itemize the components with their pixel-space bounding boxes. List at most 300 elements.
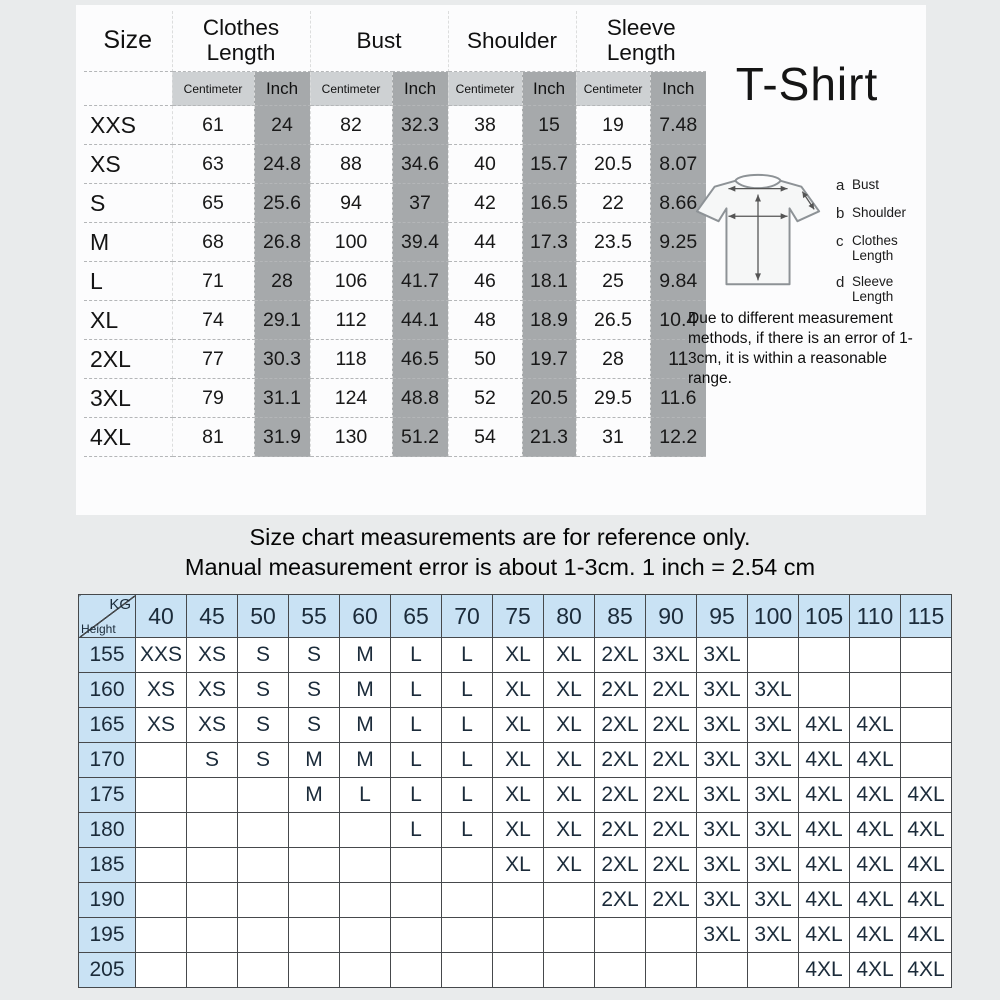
cm-value: 65 (172, 184, 254, 223)
fit-size-cell: L (391, 708, 442, 743)
weight-header: 50 (238, 595, 289, 638)
fit-size-cell: XL (544, 743, 595, 778)
fit-size-cell: 2XL (595, 638, 646, 673)
fit-size-cell (238, 848, 289, 883)
fit-size-cell: XL (544, 778, 595, 813)
fit-size-cell: 3XL (748, 813, 799, 848)
cm-value: 44 (448, 223, 522, 262)
measure-name: Bust (852, 177, 880, 192)
fit-size-cell (136, 743, 187, 778)
fit-size-cell: 4XL (850, 953, 901, 988)
cm-value: 48 (448, 301, 522, 340)
fit-size-cell: L (442, 638, 493, 673)
header-sleeve-length: Sleeve Length (576, 11, 706, 72)
cm-value: 106 (310, 262, 392, 301)
fit-size-cell (442, 883, 493, 918)
cm-value: 63 (172, 145, 254, 184)
fit-size-cell: 2XL (646, 813, 697, 848)
weight-header: 70 (442, 595, 493, 638)
inch-value: 41.7 (392, 262, 448, 301)
height-value: 175 (79, 778, 136, 813)
fit-size-cell: 4XL (901, 953, 952, 988)
fit-size-cell: 4XL (850, 778, 901, 813)
size-row (84, 106, 706, 145)
fit-size-cell (289, 953, 340, 988)
fit-size-cell: 3XL (697, 883, 748, 918)
fit-size-cell: XL (493, 848, 544, 883)
measure-label-row (836, 177, 916, 194)
weight-header: 95 (697, 595, 748, 638)
fit-size-cell: 4XL (850, 708, 901, 743)
cm-value: 82 (310, 106, 392, 145)
fit-size-cell: 4XL (799, 813, 850, 848)
fit-size-cell (901, 638, 952, 673)
fit-row (79, 848, 952, 883)
size-chart-panel (76, 5, 926, 515)
fit-size-cell: 3XL (748, 883, 799, 918)
fit-size-cell (646, 953, 697, 988)
fit-size-cell: L (442, 708, 493, 743)
size-table-header-row (84, 11, 706, 72)
cm-value: 77 (172, 340, 254, 379)
fit-size-cell: XS (187, 708, 238, 743)
measure-name: Shoulder (852, 205, 907, 220)
measure-letter: b (836, 205, 845, 222)
fit-size-cell (544, 918, 595, 953)
inch-value: 31.1 (254, 379, 310, 418)
fit-size-cell: 4XL (799, 883, 850, 918)
fit-size-cell (340, 953, 391, 988)
fit-size-cell: 2XL (646, 778, 697, 813)
cm-value: 79 (172, 379, 254, 418)
inch-value: 17.3 (522, 223, 576, 262)
inch-value: 20.5 (522, 379, 576, 418)
weight-header: 65 (391, 595, 442, 638)
fit-size-cell: 3XL (748, 673, 799, 708)
measure-label-row (836, 205, 916, 222)
fit-size-cell: 3XL (697, 918, 748, 953)
fit-size-cell: S (289, 673, 340, 708)
fit-row (79, 638, 952, 673)
fit-size-cell (391, 953, 442, 988)
cm-value: 68 (172, 223, 254, 262)
fit-size-cell (238, 778, 289, 813)
fit-size-cell (901, 743, 952, 778)
fit-size-cell: XS (136, 708, 187, 743)
fit-size-cell: XS (187, 673, 238, 708)
fit-size-cell: 2XL (595, 848, 646, 883)
weight-header: 110 (850, 595, 901, 638)
cm-value: 52 (448, 379, 522, 418)
fit-size-cell: L (391, 638, 442, 673)
header-size: Size (84, 11, 172, 72)
inch-value: 28 (254, 262, 310, 301)
fit-size-cell (187, 883, 238, 918)
fit-size-cell: 3XL (697, 638, 748, 673)
fit-size-cell: 2XL (595, 778, 646, 813)
fit-size-cell (799, 673, 850, 708)
weight-header: 55 (289, 595, 340, 638)
fit-size-cell: 2XL (595, 673, 646, 708)
inch-value: 26.8 (254, 223, 310, 262)
fit-size-cell (391, 883, 442, 918)
fit-size-cell: 4XL (850, 813, 901, 848)
inch-value: 19.7 (522, 340, 576, 379)
fit-size-cell (289, 813, 340, 848)
size-label: M (84, 223, 172, 262)
fit-size-cell: M (340, 743, 391, 778)
weight-header: 75 (493, 595, 544, 638)
fit-size-cell: 3XL (697, 848, 748, 883)
fit-size-cell: XS (187, 638, 238, 673)
height-value: 185 (79, 848, 136, 883)
unit-centimeter: Centimeter (448, 72, 522, 106)
fit-size-cell: 3XL (748, 778, 799, 813)
fit-size-cell: 4XL (901, 813, 952, 848)
inch-value: 18.9 (522, 301, 576, 340)
fit-size-cell: L (391, 778, 442, 813)
size-row (84, 301, 706, 340)
fit-size-cell (442, 953, 493, 988)
note-line-2: Manual measurement error is about 1-3cm. 1 inch = 2.54 cm (184, 554, 816, 580)
fit-size-cell: S (289, 708, 340, 743)
fit-size-cell: XL (544, 708, 595, 743)
size-row (84, 262, 706, 301)
inch-value: 24.8 (254, 145, 310, 184)
fit-size-cell (238, 883, 289, 918)
fit-size-cell: 3XL (697, 778, 748, 813)
cm-value: 29.5 (576, 379, 650, 418)
fit-size-cell: 2XL (646, 883, 697, 918)
cm-value: 100 (310, 223, 392, 262)
tshirt-diagram-icon (684, 165, 832, 303)
fit-size-cell: XXS (136, 638, 187, 673)
fit-size-cell: S (238, 743, 289, 778)
fit-row (79, 673, 952, 708)
inch-value: 31.9 (254, 418, 310, 457)
fit-size-cell: 3XL (697, 813, 748, 848)
fit-size-cell (340, 883, 391, 918)
fit-size-cell: 4XL (799, 848, 850, 883)
fit-size-cell: 2XL (646, 673, 697, 708)
size-label: XXS (84, 106, 172, 145)
fit-size-cell: 3XL (748, 918, 799, 953)
inch-value: 8.66 (650, 184, 706, 223)
fit-row (79, 918, 952, 953)
inch-value: 48.8 (392, 379, 448, 418)
inch-value: 15 (522, 106, 576, 145)
weight-header: 100 (748, 595, 799, 638)
fit-size-cell: 4XL (850, 848, 901, 883)
height-value: 160 (79, 673, 136, 708)
cm-value: 112 (310, 301, 392, 340)
unit-header-spacer (84, 72, 172, 106)
cm-value: 94 (310, 184, 392, 223)
fit-size-cell (136, 953, 187, 988)
fit-size-cell: 2XL (646, 743, 697, 778)
weight-header-row (79, 595, 952, 638)
fit-size-cell: L (442, 813, 493, 848)
size-label: L (84, 262, 172, 301)
cm-value: 26.5 (576, 301, 650, 340)
fit-size-cell: 2XL (595, 813, 646, 848)
fit-size-cell (289, 918, 340, 953)
fit-size-cell: 2XL (646, 848, 697, 883)
fit-size-cell: 4XL (799, 708, 850, 743)
inch-value: 9.25 (650, 223, 706, 262)
unit-centimeter: Centimeter (576, 72, 650, 106)
fit-size-cell: 4XL (799, 743, 850, 778)
fit-row (79, 708, 952, 743)
fit-size-cell: 4XL (799, 953, 850, 988)
fit-size-cell: L (442, 743, 493, 778)
height-weight-size-table (78, 594, 952, 988)
fit-size-cell (544, 883, 595, 918)
fit-size-cell (340, 918, 391, 953)
inch-value: 10.4 (650, 301, 706, 340)
measure-label-row (836, 233, 916, 263)
inch-value: 30.3 (254, 340, 310, 379)
header-shoulder: Shoulder (448, 11, 576, 72)
fit-size-cell (187, 918, 238, 953)
fit-size-cell: L (391, 743, 442, 778)
fit-size-cell: XL (493, 813, 544, 848)
height-value: 195 (79, 918, 136, 953)
measure-name: Clothes Length (852, 233, 898, 264)
weight-header: 90 (646, 595, 697, 638)
fit-size-cell (595, 953, 646, 988)
size-label: XL (84, 301, 172, 340)
inch-value: 29.1 (254, 301, 310, 340)
kg-height-corner-cell (79, 595, 136, 638)
fit-size-cell (238, 953, 289, 988)
fit-size-cell: M (340, 708, 391, 743)
weight-header: 85 (595, 595, 646, 638)
fit-size-cell: 4XL (901, 883, 952, 918)
fit-size-cell (340, 813, 391, 848)
cm-value: 74 (172, 301, 254, 340)
unit-centimeter: Centimeter (172, 72, 254, 106)
fit-row (79, 813, 952, 848)
fit-size-cell: L (442, 673, 493, 708)
fit-size-cell: XL (493, 743, 544, 778)
fit-size-cell: 3XL (748, 708, 799, 743)
inch-value: 44.1 (392, 301, 448, 340)
fit-size-cell: M (289, 743, 340, 778)
size-label: 2XL (84, 340, 172, 379)
size-label: XS (84, 145, 172, 184)
fit-size-cell (748, 953, 799, 988)
cm-value: 61 (172, 106, 254, 145)
fit-size-cell (289, 883, 340, 918)
cm-value: 28 (576, 340, 650, 379)
header-bust: Bust (310, 11, 448, 72)
fit-size-cell: S (238, 673, 289, 708)
fit-size-cell (187, 848, 238, 883)
size-row (84, 184, 706, 223)
unit-inch: Inch (392, 72, 448, 106)
measurement-labels (836, 165, 916, 315)
fit-size-cell: M (340, 638, 391, 673)
fit-size-cell: S (289, 638, 340, 673)
fit-size-cell: XL (493, 638, 544, 673)
fit-size-cell (238, 813, 289, 848)
fit-size-cell: S (187, 743, 238, 778)
fit-size-cell (799, 638, 850, 673)
fit-size-cell: S (238, 708, 289, 743)
header-clothes-length: Clothes Length (172, 11, 310, 72)
fit-size-cell (748, 638, 799, 673)
size-row (84, 379, 706, 418)
height-label: Height (81, 622, 116, 636)
fit-size-cell: 4XL (901, 918, 952, 953)
fit-size-cell (340, 848, 391, 883)
fit-size-cell (136, 813, 187, 848)
fit-size-cell: XS (136, 673, 187, 708)
fit-size-cell: XL (544, 638, 595, 673)
fit-size-cell: XL (544, 673, 595, 708)
measure-label-row (836, 274, 916, 304)
cm-value: 71 (172, 262, 254, 301)
fit-size-cell: 3XL (697, 673, 748, 708)
weight-header: 105 (799, 595, 850, 638)
fit-size-cell: 2XL (595, 743, 646, 778)
fit-size-cell (391, 848, 442, 883)
fit-size-cell: XL (544, 813, 595, 848)
fit-size-cell (646, 918, 697, 953)
measure-name: Sleeve Length (852, 274, 894, 305)
fit-size-cell (850, 638, 901, 673)
tshirt-title: T-Shirt (735, 58, 879, 110)
inch-value: 8.07 (650, 145, 706, 184)
unit-inch: Inch (522, 72, 576, 106)
cm-value: 20.5 (576, 145, 650, 184)
tshirt-figure (684, 165, 916, 315)
inch-value: 11 (650, 340, 706, 379)
fit-size-cell (901, 708, 952, 743)
unit-inch: Inch (650, 72, 706, 106)
fit-size-cell (187, 778, 238, 813)
fit-size-cell (136, 848, 187, 883)
weight-header: 115 (901, 595, 952, 638)
measure-letter: d (836, 274, 845, 292)
inch-value: 18.1 (522, 262, 576, 301)
cm-value: 31 (576, 418, 650, 457)
size-row (84, 145, 706, 184)
inch-value: 25.6 (254, 184, 310, 223)
fit-size-cell: 2XL (595, 883, 646, 918)
fit-size-cell: 3XL (748, 848, 799, 883)
fit-size-cell (289, 848, 340, 883)
inch-value: 16.5 (522, 184, 576, 223)
fit-size-cell: M (289, 778, 340, 813)
fit-size-cell (391, 918, 442, 953)
cm-value: 130 (310, 418, 392, 457)
inch-value: 32.3 (392, 106, 448, 145)
fit-size-cell (136, 918, 187, 953)
cm-value: 54 (448, 418, 522, 457)
fit-size-cell: 3XL (748, 743, 799, 778)
inch-value: 7.48 (650, 106, 706, 145)
cm-value: 19 (576, 106, 650, 145)
unit-inch: Inch (254, 72, 310, 106)
height-value: 165 (79, 708, 136, 743)
cm-value: 124 (310, 379, 392, 418)
measure-letter: a (836, 177, 845, 194)
inch-value: 37 (392, 184, 448, 223)
fit-size-cell: 3XL (697, 743, 748, 778)
fit-size-cell (136, 778, 187, 813)
measurement-disclaimer: Due to different measurement methods, if there is an error of 1-3cm, it is within a reasonable range. (688, 310, 913, 388)
size-row (84, 418, 706, 457)
height-value: 205 (79, 953, 136, 988)
inch-value: 46.5 (392, 340, 448, 379)
weight-header: 40 (136, 595, 187, 638)
weight-header: 80 (544, 595, 595, 638)
fit-size-cell: S (238, 638, 289, 673)
cm-value: 25 (576, 262, 650, 301)
inch-value: 39.4 (392, 223, 448, 262)
fit-size-cell (850, 673, 901, 708)
inch-value: 24 (254, 106, 310, 145)
fit-size-cell: XL (493, 673, 544, 708)
fit-size-cell (136, 883, 187, 918)
weight-header: 45 (187, 595, 238, 638)
fit-row (79, 883, 952, 918)
unit-header-row (84, 72, 706, 106)
size-label: 3XL (84, 379, 172, 418)
fit-size-cell: 4XL (850, 883, 901, 918)
fit-size-cell (544, 953, 595, 988)
inch-value: 9.84 (650, 262, 706, 301)
cm-value: 50 (448, 340, 522, 379)
fit-size-cell: 4XL (901, 848, 952, 883)
height-value: 180 (79, 813, 136, 848)
fit-size-cell: 2XL (595, 708, 646, 743)
size-measurement-table (84, 11, 706, 457)
fit-size-cell: XL (544, 848, 595, 883)
fit-size-cell (442, 848, 493, 883)
fit-size-cell: 4XL (850, 918, 901, 953)
fit-row (79, 743, 952, 778)
fit-size-cell (442, 918, 493, 953)
cm-value: 46 (448, 262, 522, 301)
inch-value: 11.6 (650, 379, 706, 418)
fit-size-cell: L (340, 778, 391, 813)
fit-size-cell (187, 953, 238, 988)
fit-size-cell (238, 918, 289, 953)
kg-label: KG (109, 596, 131, 613)
fit-size-cell (595, 918, 646, 953)
fit-size-cell (493, 953, 544, 988)
height-value: 170 (79, 743, 136, 778)
inch-value: 15.7 (522, 145, 576, 184)
cm-value: 22 (576, 184, 650, 223)
fit-size-cell: L (391, 813, 442, 848)
size-row (84, 340, 706, 379)
cm-value: 38 (448, 106, 522, 145)
size-label: S (84, 184, 172, 223)
note-line-1: Size chart measurements are for reference only. (249, 524, 751, 550)
fit-size-cell: 3XL (646, 638, 697, 673)
fit-size-cell: XL (493, 778, 544, 813)
fit-size-cell: 4XL (901, 778, 952, 813)
fit-size-cell: L (442, 778, 493, 813)
inch-value: 34.6 (392, 145, 448, 184)
fit-size-cell (493, 918, 544, 953)
size-row (84, 223, 706, 262)
fit-size-cell (697, 953, 748, 988)
